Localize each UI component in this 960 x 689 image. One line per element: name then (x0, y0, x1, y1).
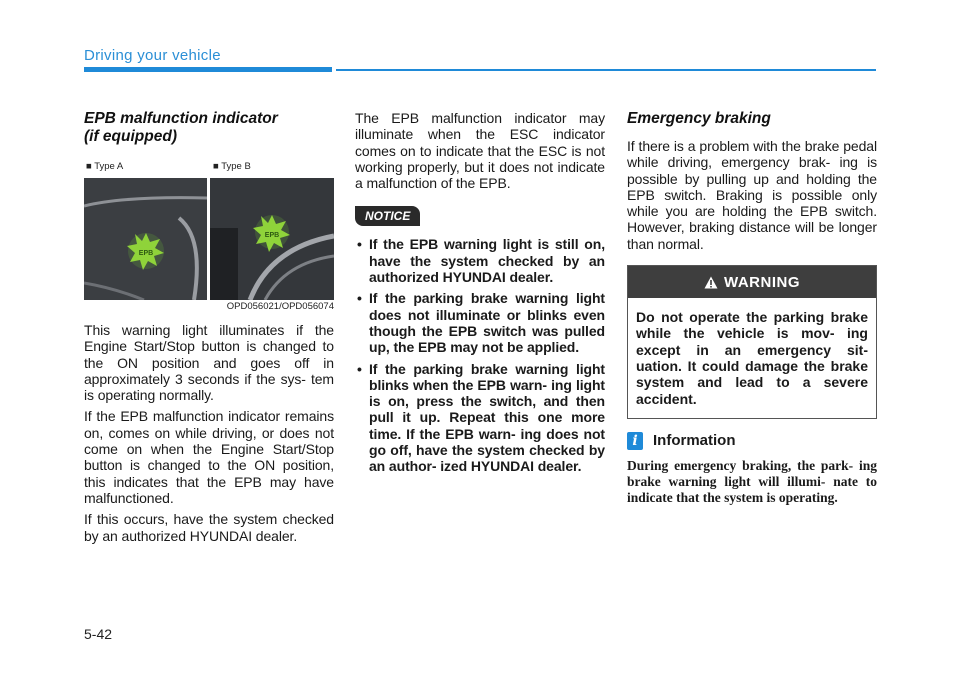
info-icon: i (627, 432, 643, 450)
notice-list (355, 236, 605, 474)
information-header (627, 432, 877, 450)
paragraph: If this occurs, have the system checked by an authorized HYUNDAI dealer. (84, 511, 334, 544)
epb-heading: EPB malfunction indicator (if equipped) (84, 110, 278, 145)
left-column (84, 110, 334, 549)
figure-type-a-label: ■ Type A (86, 161, 124, 172)
list-item: • If the parking brake warning light does not illuminate or blinks even though the EPB switch was pulled up, the EPB may not be applied. (357, 290, 605, 356)
bullet: • (357, 290, 362, 307)
warning-header (628, 266, 876, 298)
epb-lamp-text-a: EPB (138, 250, 154, 257)
bullet: • (357, 236, 362, 253)
paragraph: If the EPB malfunction indicator remains on, comes on while driving, or does not come on when the Engine Start/Stop button is changed to the ON position, this indicates that the EPB may have malfunctioned. (84, 408, 334, 506)
header-rule-thin (336, 69, 876, 71)
emergency-braking-heading: Emergency braking (627, 110, 771, 127)
cluster-figure (84, 160, 334, 312)
warning-box (627, 265, 877, 419)
information-text: During emergency braking, the park- ing brake warning light will illumi- nate to indicate that the system is operating. (627, 457, 877, 506)
header-rule-thick (84, 67, 332, 72)
cluster-image-type-a (84, 178, 207, 300)
middle-column (355, 110, 605, 480)
information-title: Information (653, 432, 736, 450)
bullet: • (357, 360, 362, 377)
warning-triangle-icon (704, 276, 718, 289)
cluster-image-type-b (210, 178, 334, 300)
page-number: 5-42 (84, 626, 113, 642)
notice-badge: NOTICE (355, 206, 420, 226)
figure-type-b-label: ■ Type B (213, 161, 251, 172)
warning-label: WARNING (724, 273, 800, 291)
list-item: • If the EPB warning light is still on, have the system checked by an authorized HYUNDAI dealer. (357, 236, 605, 286)
paragraph: The EPB malfunction indicator may illuminate when the ESC indicator comes on to indicate that the ESC is not working properly, but it does not indicate a malfunction of the EPB. (355, 110, 605, 192)
paragraph: If there is a problem with the brake pedal while driving, emergency brak- ing is possible by pulling up and holding the EPB switch. Braking is possible only while you are holding the EPB switch. However, braking distance will be longer than normal. (627, 138, 877, 252)
figure-code: OPD056021/OPD056074 (226, 301, 334, 312)
paragraph: This warning light illuminates if the Engine Start/Stop button is changed to the ON position and goes off in approximately 3 seconds if the sys- tem is operating normally. (84, 322, 334, 404)
epb-lamp-text-b: EPB (264, 232, 280, 239)
list-item: • If the parking brake warning light blinks when the EPB warn- ing light is on, press the switch, and then pull it up. Repeat this one more time. If the EPB warn- ing does not go off, have the system checked by an author- ized HYUNDAI dealer. (357, 360, 605, 475)
right-column (627, 110, 877, 507)
warning-text: Do not operate the parking brake while the vehicle is mov- ing except in an emergency sit- uation. It could damage the brake system and lead to a severe accident. (636, 309, 868, 407)
section-header-title: Driving your vehicle (84, 47, 221, 64)
